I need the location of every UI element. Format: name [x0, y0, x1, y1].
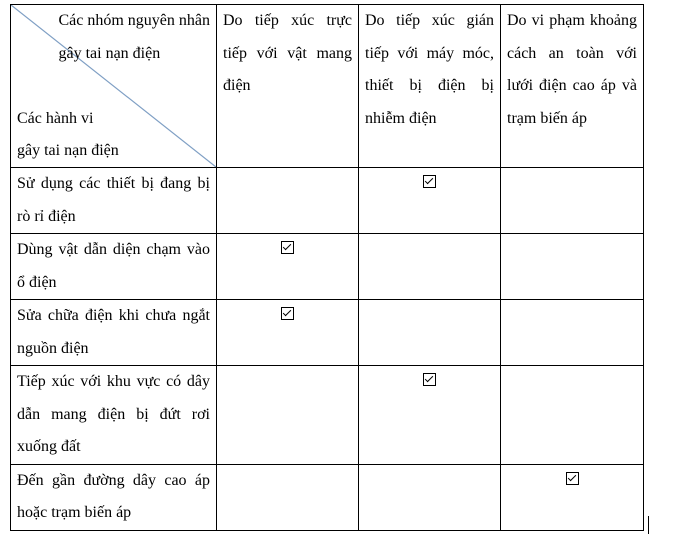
table-row — [11, 234, 644, 300]
corner-label-causes: Các nhóm nguyên nhân gây tai nạn điện — [58, 12, 210, 62]
check-cell — [217, 464, 359, 530]
check-cell — [501, 300, 644, 366]
check-cell — [359, 168, 501, 234]
check-cell — [359, 366, 501, 465]
table-row — [11, 366, 644, 465]
checked-box-icon — [281, 241, 294, 254]
behavior-cell: Tiếp xúc với khu vực có dây dẫn mang điện bị đứt rơi xuống đất — [11, 366, 217, 465]
behavior-cell: Sử dụng các thiết bị đang bị rò rỉ điện — [11, 168, 217, 234]
check-cell — [217, 234, 359, 300]
check-cell — [359, 300, 501, 366]
checked-box-icon — [423, 175, 436, 188]
checked-box-icon — [281, 307, 294, 320]
causes-table — [10, 4, 644, 531]
check-cell — [217, 168, 359, 234]
table-row — [11, 300, 644, 366]
check-cell — [359, 464, 501, 530]
check-cell — [359, 234, 501, 300]
behavior-cell: Đến gần đường dây cao áp hoặc trạm biến áp — [11, 464, 217, 530]
corner-label-behaviors: Các hành vi gây tai nạn điện — [17, 109, 119, 159]
check-cell — [217, 300, 359, 366]
check-cell — [501, 168, 644, 234]
header-safe-distance: Do vi phạm khoảng cách an toàn với lưới điện cao áp và trạm biến áp — [501, 5, 644, 168]
checked-box-icon — [423, 373, 436, 386]
check-cell — [501, 366, 644, 465]
table-row — [11, 168, 644, 234]
header-row — [11, 5, 644, 168]
behavior-cell: Sửa chữa điện khi chưa ngắt nguồn điện — [11, 300, 217, 366]
checked-box-icon — [566, 472, 579, 485]
behavior-cell: Dùng vật dẫn diện chạm vào ổ điện — [11, 234, 217, 300]
table-row — [11, 464, 644, 530]
header-indirect-contact: Do tiếp xúc gián tiếp với máy móc, thiết bị điện bị nhiễm điện — [359, 5, 501, 168]
check-cell — [501, 234, 644, 300]
check-cell — [217, 366, 359, 465]
header-direct-contact: Do tiếp xúc trực tiếp với vật mang điện — [217, 5, 359, 168]
text-cursor — [648, 516, 649, 534]
check-cell — [501, 464, 644, 530]
corner-header-cell — [11, 5, 217, 168]
